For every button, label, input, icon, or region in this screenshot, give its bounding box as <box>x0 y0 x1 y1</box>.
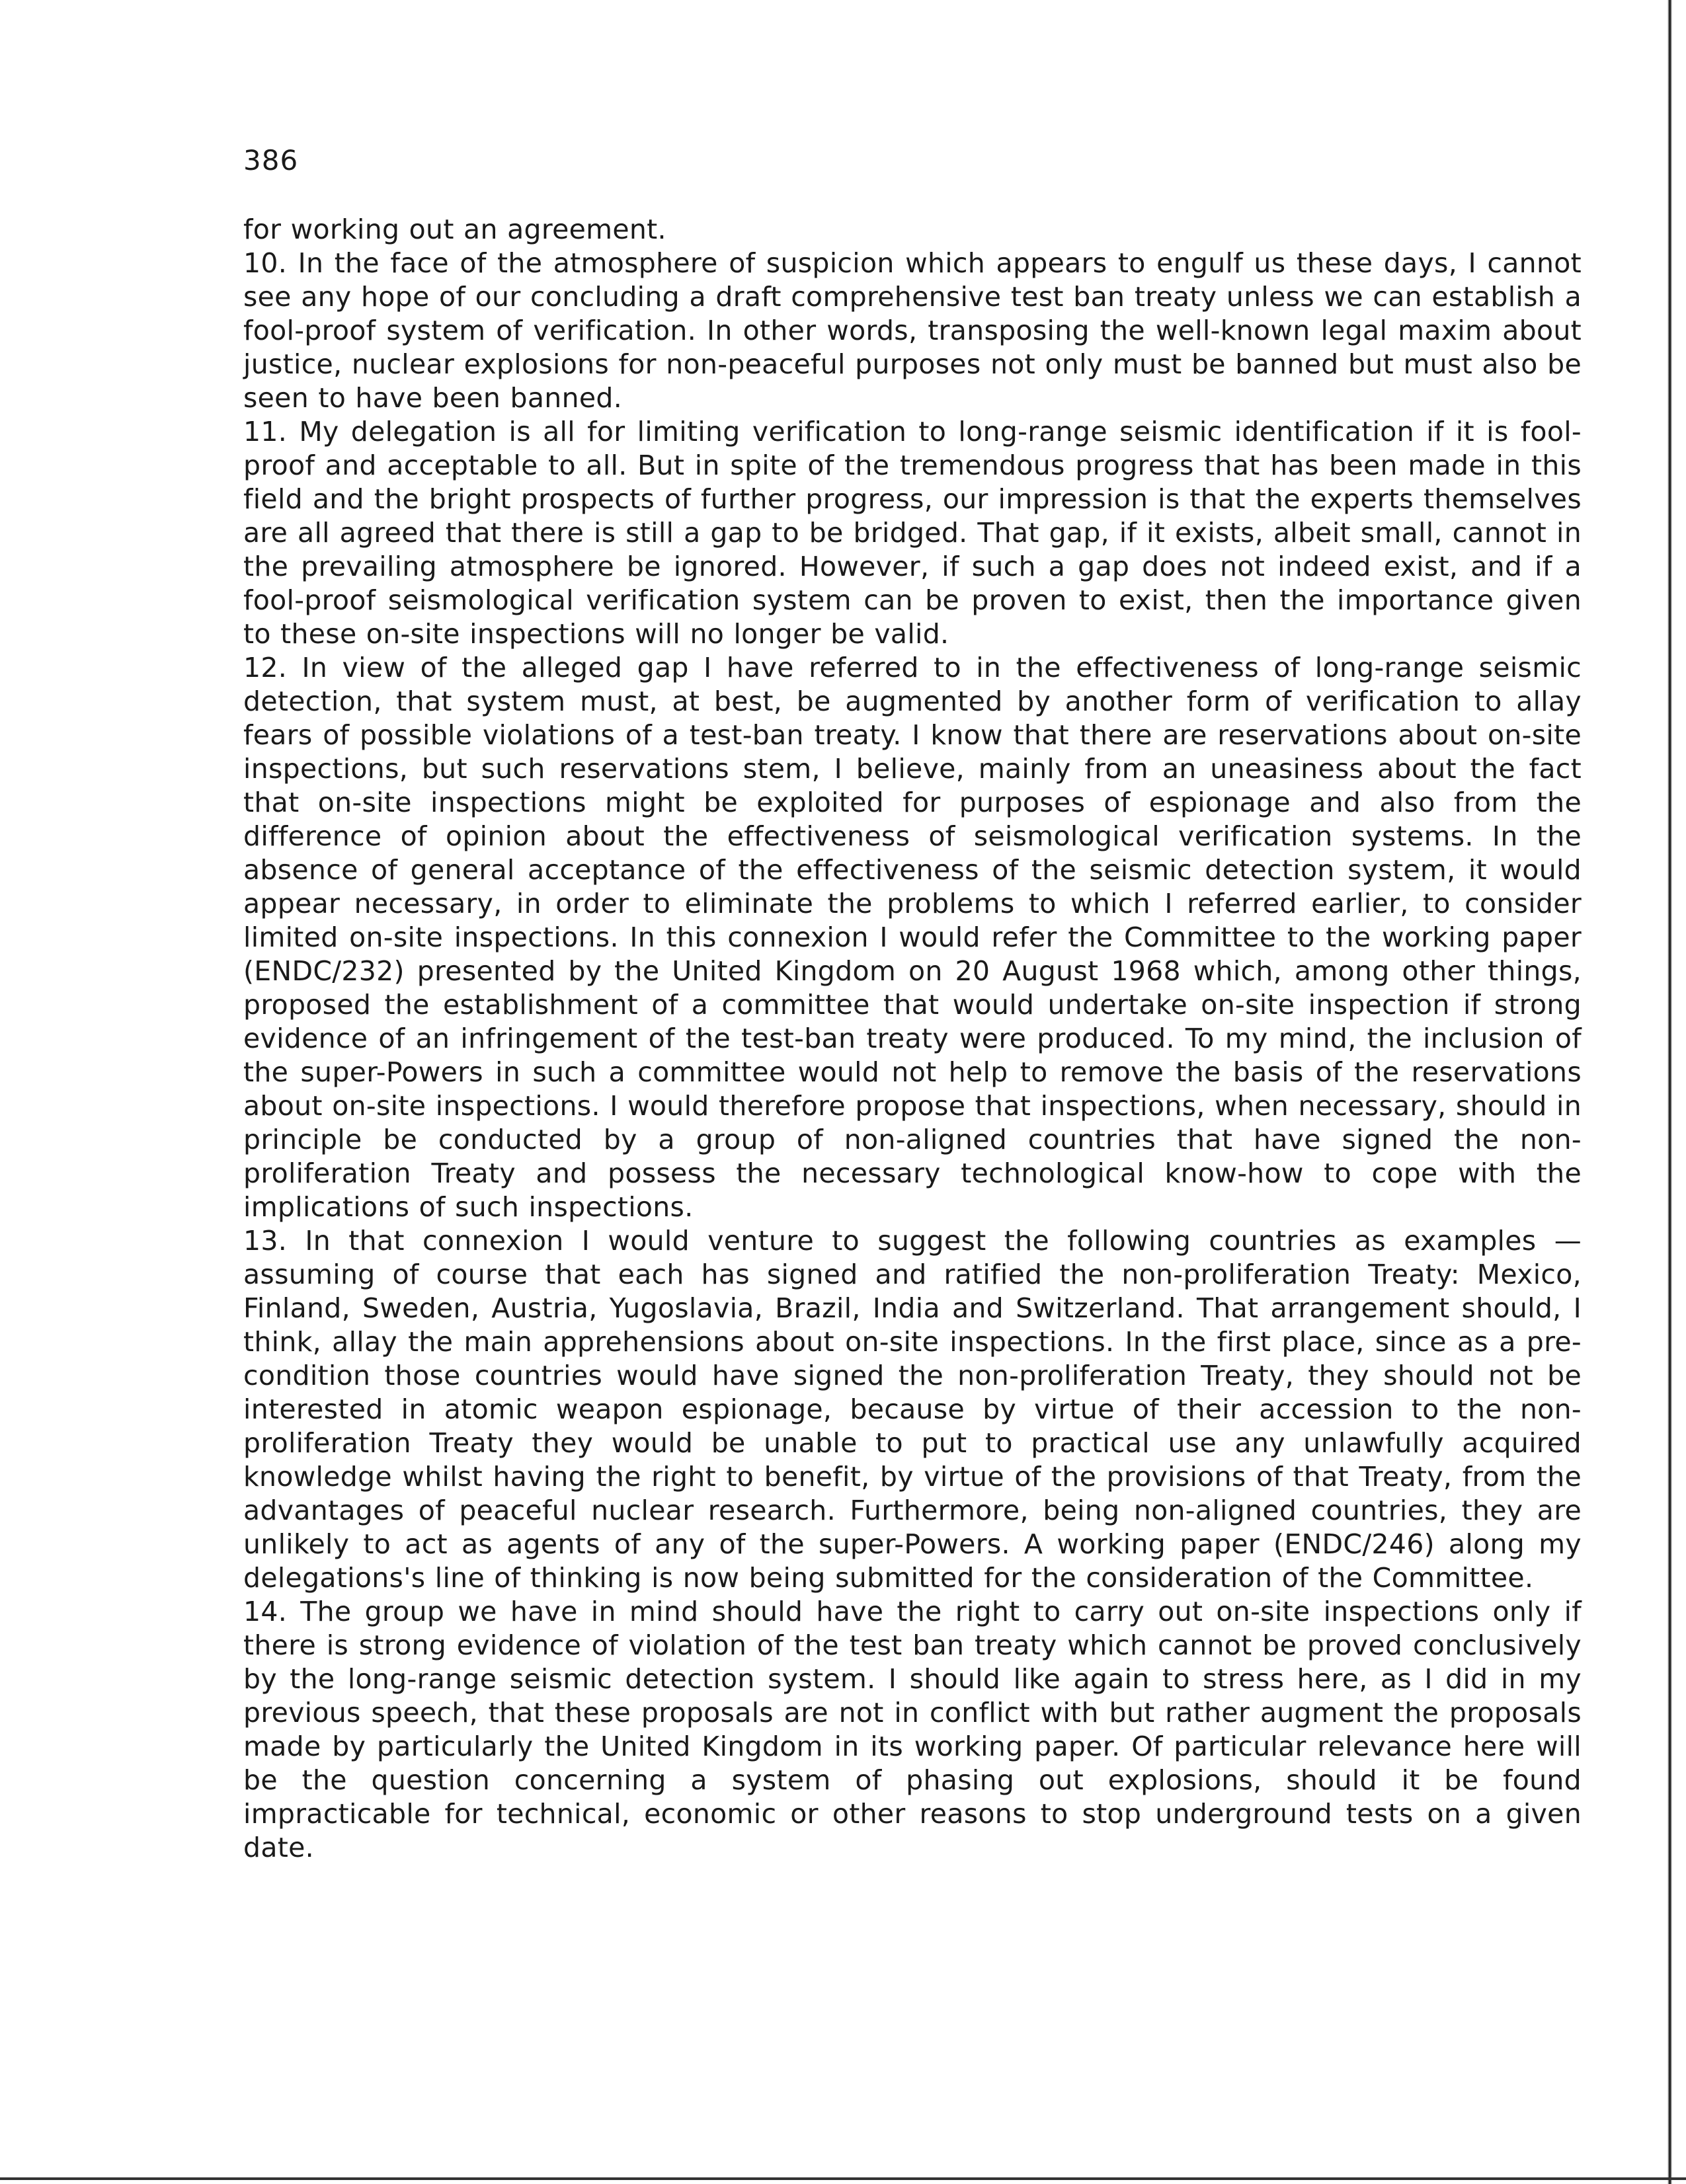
scan-bottom-edge <box>0 2177 1686 2180</box>
page-number: 386 <box>243 144 299 176</box>
paragraph-12: 12. In view of the alleged gap I have referred to in the effectiveness of long-range seismic detection, that system must, at best, be augmented by another form of verification to allay fears of possible violations of a test-ban treaty. I know that there are reservations about on-site inspections, but such reservations stem, I believe, mainly from an uneasiness about the fact that on-site inspections might be exploited for purposes of espionage and also from the difference of opinion about the effectiveness of seismological verification systems. In the absence of general acceptance of the effectiveness of the seismic detection system, it would appear necessary, in order to eliminate the problems to which I referred earlier, to consider limited on-site inspections. In this connexion I would refer the Committee to the working paper (ENDC/232) presented by the United Kingdom on 20 August 1968 which, among other things, proposed the establishment of a committee that would undertake on-site inspection if strong evidence of an infringement of the test-ban treaty were produced. To my mind, the inclusion of the super-Powers in such a committee would not help to remove the basis of the reservations about on-site inspections. I would therefore propose that inspections, when necessary, should in principle be conducted by a group of non-aligned countries that have signed the non-proliferation Treaty and possess the necessary technological know-how to cope with the implications of such inspections. <box>243 652 1582 1223</box>
paragraph-11: 11. My delegation is all for limiting verification to long-range seismic identification if it is fool-proof and acceptable to all. But in spite of the tremendous progress that has been made in this field and the bright prospects of further progress, our impression is that the experts themselves are all agreed that there is still a gap to be bridged. That gap, if it exists, albeit small, cannot in the prevailing atmosphere be ignored. However, if such a gap does not indeed exist, and if a fool-proof seismological verification system can be proven to exist, then the importance given to these on-site inspections will no longer be valid. <box>243 416 1582 650</box>
paragraph-13: 13. In that connexion I would venture to suggest the following countries as examples — assuming of course that each has signed and ratified the non-proliferation Treaty: Mexico, Finland, Sweden, Austria, Yugoslavia, Brazil, India and Switzerland. That arrangement should, I think, allay the main apprehensions about on-site inspections. In the first place, since as a pre-condition those countries would have signed the non-proliferation Treaty, they should not be interested in atomic weapon espionage, because by virtue of their accession to the non-proliferation Treaty they would be unable to put to practical use any unlawfully acquired knowledge whilst having the right to benefit, by virtue of the provisions of that Treaty, from the advantages of peaceful nuclear research. Furthermore, being non-aligned countries, they are unlikely to act as agents of any of the super-Powers. A working paper (ENDC/246) along my delegations's line of thinking is now being submitted for the consideration of the Committee. <box>243 1225 1582 1594</box>
body-text <box>243 213 1582 1865</box>
paragraph-continuation: for working out an agreement. <box>243 214 666 245</box>
scan-binding-edge <box>1667 0 1672 2184</box>
paragraph-10: 10. In the face of the atmosphere of suspicion which appears to engulf us these days, I cannot see any hope of our concluding a draft comprehensive test ban treaty unless we can establish a fool-proof system of verification. In other words, transposing the well-known legal maxim about justice, nuclear explosions for non-peaceful purposes not only must be banned but must also be seen to have been banned. <box>243 247 1582 414</box>
paragraph-14: 14. The group we have in mind should have the right to carry out on-site inspections only if there is strong evidence of violation of the test ban treaty which cannot be proved conclusively by the long-range seismic detection system. I should like again to stress here, as I did in my previous speech, that these proposals are not in conflict with but rather augment the proposals made by particularly the United Kingdom in its working paper. Of particular relevance here will be the question concerning a system of phasing out explosions, should it be found impracticable for technical, economic or other reasons to stop underground tests on a given date. <box>243 1596 1582 1863</box>
